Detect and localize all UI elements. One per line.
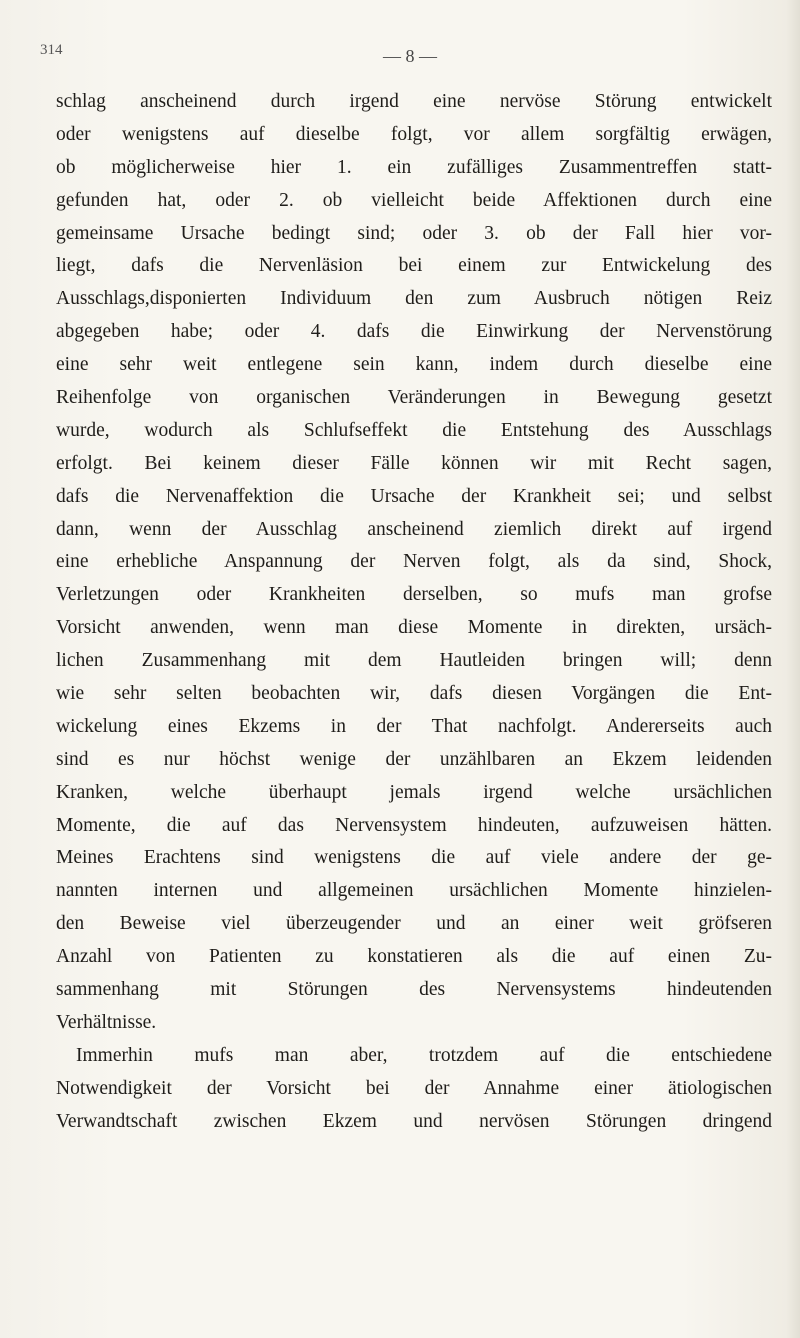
text-line: dafs die Nervenaffektion die Ursache der Krankheit sei; und selbst (56, 485, 772, 507)
text-line: eine erhebliche Anspannung der Nerven folgt, als da sind, Shock, (56, 551, 772, 573)
text-line: Immerhin mufs man aber, trotzdem auf die entschiedene (76, 1044, 772, 1066)
text-line: lichen Zusammenhang mit dem Hautleiden bringen will; denn (56, 650, 772, 672)
text-line: ob möglicherweise hier 1. ein zufälliges Zusammentreffen statt- (56, 156, 772, 178)
text-line: Notwendigkeit der Vorsicht bei der Annahme einer ätiologischen (56, 1077, 772, 1099)
text-line: gemeinsame Ursache bedingt sind; oder 3. ob der Fall hier vor- (56, 222, 772, 244)
text-line: Kranken, welche überhaupt jemals irgend welche ursächlichen (56, 781, 772, 803)
text-line: erfolgt. Bei keinem dieser Fälle können wir mit Recht sagen, (56, 452, 772, 474)
page-edge-shadow (786, 0, 800, 1338)
text-line: den Beweise viel überzeugender und an einer weit gröfseren (56, 913, 772, 935)
text-line: wie sehr selten beobachten wir, dafs diesen Vorgängen die Ent- (56, 683, 772, 705)
text-line: Vorsicht anwenden, wenn man diese Momente in direkten, ursäch- (56, 617, 772, 639)
text-line: schlag anscheinend durch irgend eine nervöse Störung entwickelt (56, 91, 772, 112)
running-head: — 8 — (383, 46, 437, 66)
text-line: Reihenfolge von organischen Veränderungen in Bewegung gesetzt (56, 387, 772, 409)
text-line: Momente, die auf das Nervensystem hindeuten, aufzuweisen hätten. (56, 814, 772, 836)
text-line: liegt, dafs die Nervenläsion bei einem zur Entwickelung des (56, 255, 772, 277)
text-line: gefunden hat, oder 2. ob vielleicht beide Affektionen durch eine (56, 189, 772, 211)
text-line: Verhältnisse. (56, 1011, 157, 1033)
page-number: 314 (40, 42, 63, 58)
text-line: Verwandtschaft zwischen Ekzem und nervösen Störungen dringend (56, 1110, 772, 1132)
text-line: Anzahl von Patienten zu konstatieren als die auf einen Zu- (56, 946, 772, 968)
text-line: sammenhang mit Störungen des Nervensystems hindeutenden (56, 979, 772, 1001)
text-line: Verletzungen oder Krankheiten derselben, so mufs man grofse (56, 584, 772, 606)
text-line: Meines Erachtens sind wenigstens die auf viele andere der ge- (56, 847, 772, 869)
text-line: Ausschlags,disponierten Individuum den zum Ausbruch nötigen Reiz (56, 288, 772, 310)
text-line: oder wenigstens auf dieselbe folgt, vor allem sorgfältig erwägen, (56, 123, 772, 145)
text-line: eine sehr weit entlegene sein kann, indem durch dieselbe eine (56, 354, 772, 376)
text-line: nannten internen und allgemeinen ursächlichen Momente hinzielen- (56, 880, 772, 902)
text-line: sind es nur höchst wenige der unzählbaren an Ekzem leidenden (56, 748, 772, 770)
body-text (56, 86, 772, 1139)
text-line: abgegeben habe; oder 4. dafs die Einwirkung der Nervenstörung (56, 321, 772, 343)
text-line: dann, wenn der Ausschlag anscheinend ziemlich direkt auf irgend (56, 518, 772, 540)
text-line: wickelung eines Ekzems in der That nachfolgt. Andererseits auch (56, 715, 772, 737)
text-line: wurde, wodurch als Schlufseffekt die Entstehung des Ausschlags (56, 419, 772, 441)
